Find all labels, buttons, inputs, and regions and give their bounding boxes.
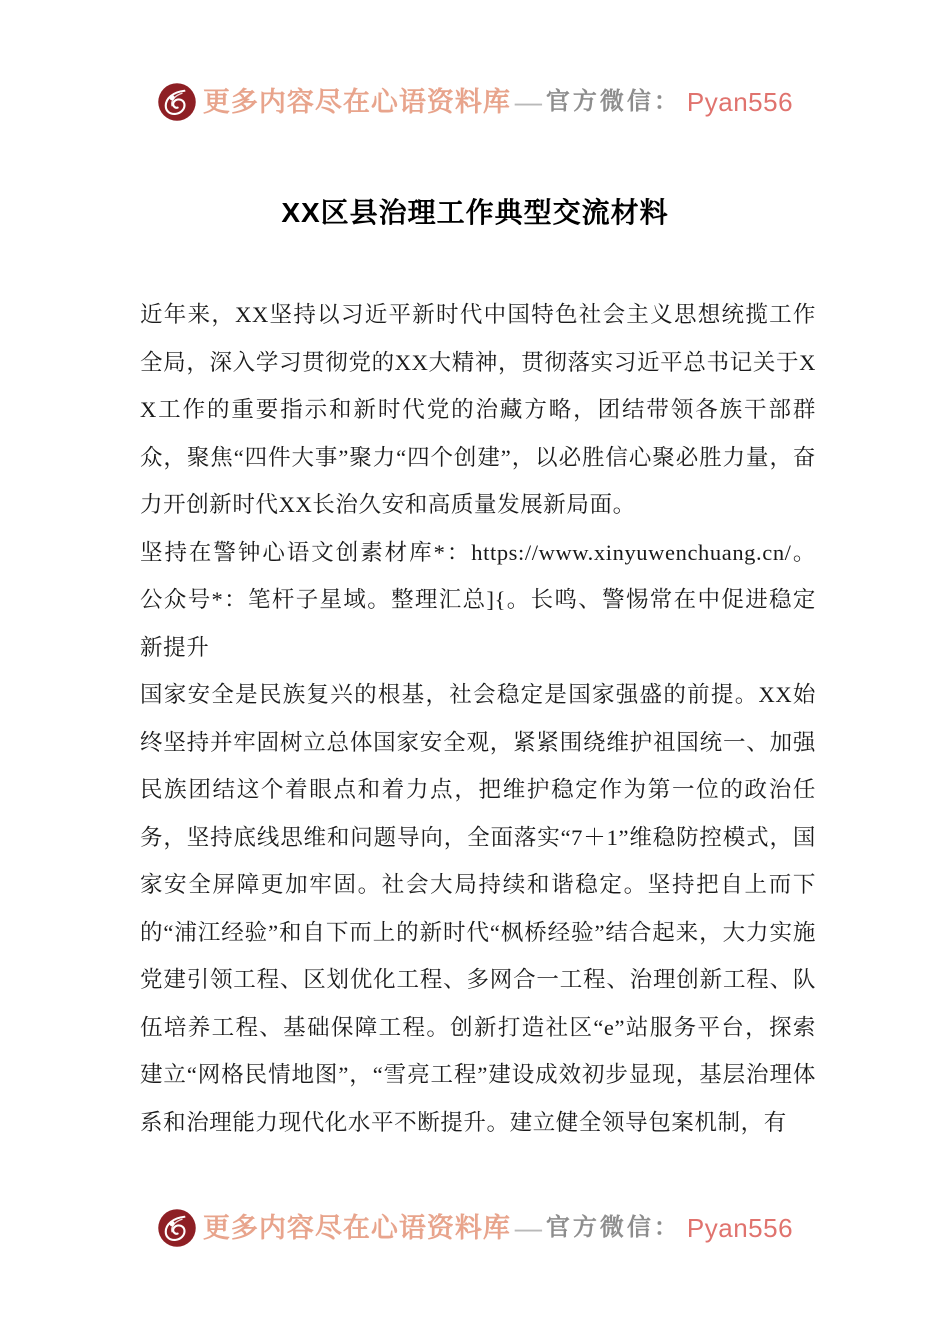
swirl-emblem-icon (157, 1208, 197, 1248)
watermark-wechat-label: 官方微信： (545, 89, 681, 115)
footer-watermark (0, 1208, 950, 1248)
document-body (140, 291, 816, 1146)
page-title: XX区县治理工作典型交流材料 (281, 196, 669, 228)
watermark-main-text: 更多内容尽在心语资料库 (202, 1212, 511, 1243)
paragraph: 坚持在警钟心语文创素材库*：https://www.xinyuwenchuang.cn/。公众号*：笔杆子星域。整理汇总]{。长鸣、警惕常在中促进稳定新提升 (140, 539, 816, 660)
watermark-wechat-handle: Pyan556 (686, 87, 794, 117)
watermark-dash: — (514, 1212, 542, 1243)
watermark-wechat-handle: Pyan556 (686, 1213, 794, 1243)
watermark-main-text: 更多内容尽在心语资料库 (202, 86, 511, 117)
paragraph: 国家安全是民族复兴的根基，社会稳定是国家强盛的前提。XX始终坚持并牢固树立总体国家安全观，紧紧围绕维护祖国统一、加强民族团结这个着眼点和着力点，把维护稳定作为第一位的政治任务，坚持底线思维和问题导向，全面落实“7＋1”维稳防控模式，国家安全屏障更加牢固。社会大局持续和谐稳定。坚持把自上而下的“浦江经验”和自下而上的新时代“枫桥经验”结合起来，大力实施党建引领工程、区划优化工程、多网合一工程、治理创新工程、队伍培养工程、基础保障工程。创新打造社区“e”站服务平台，探索建立“网格民情地图”，“雪亮工程”建设成效初步显现，基层治理体系和治理能力现代化水平不断提升。建立健全领导包案机制，有 (140, 682, 816, 1135)
header-watermark (0, 82, 950, 122)
paragraph: 近年来，XX坚持以习近平新时代中国特色社会主义思想统揽工作全局，深入学习贯彻党的XX大精神，贯彻落实习近平总书记关于XX工作的重要指示和新时代党的治藏方略，团结带领各族干部群众，聚焦“四件大事”聚力“四个创建”，以必胜信心聚必胜力量，奋力开创新时代XX长治久安和高质量发展新局面。 (140, 302, 816, 517)
watermark-dash: — (514, 86, 542, 117)
watermark-wechat-label: 官方微信： (545, 1215, 681, 1241)
swirl-emblem-icon (157, 82, 197, 122)
